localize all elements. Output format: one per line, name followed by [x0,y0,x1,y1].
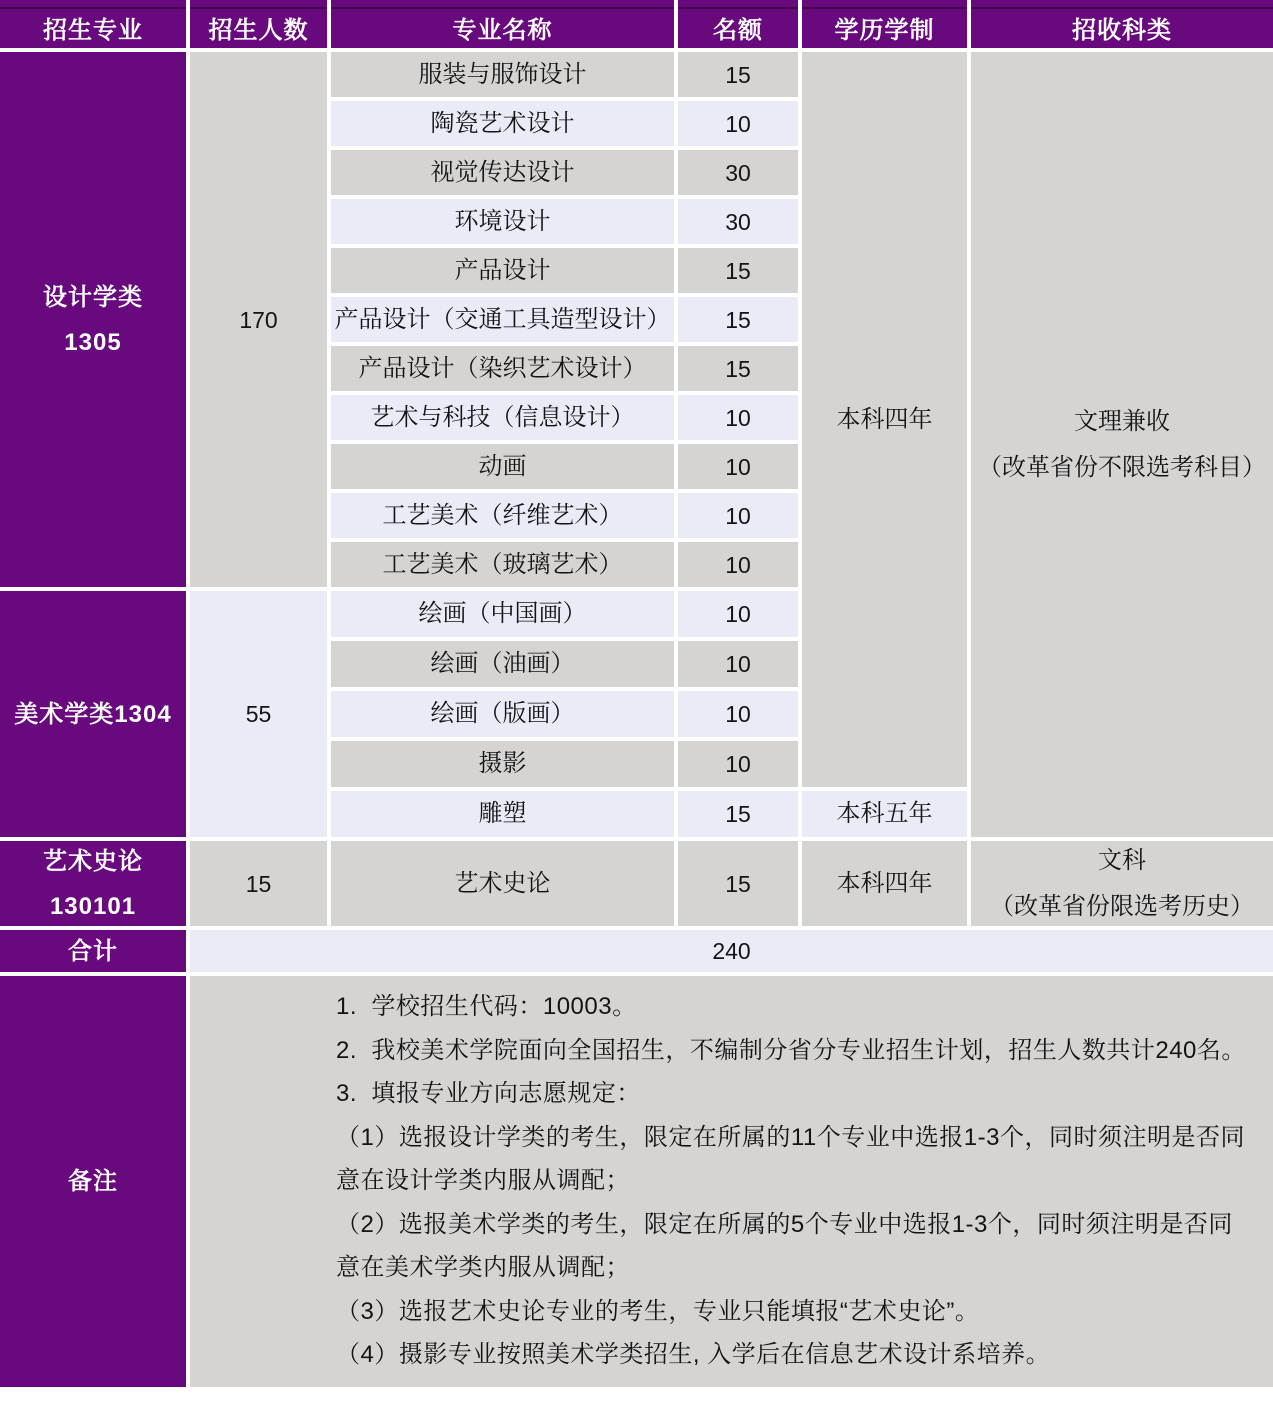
admission-count-fine-arts: 55 [190,591,327,837]
major-name-cell: 视觉传达设计 [331,150,674,195]
major-name-cell: 雕塑 [331,791,674,837]
header-label: 招收科类 [1072,16,1172,44]
major-name-cell: 绘画（中国画） [331,591,674,637]
duration-cell-art-history: 本科四年 [802,841,967,926]
quota-cell: 15 [678,248,798,293]
header-cell-subject-category [971,0,1273,48]
header-cell-degree-duration [802,0,967,48]
subject-line: （改革省份不限选考科目） [978,453,1266,481]
category-name: 艺术史论 [43,847,143,875]
subject-line: 文理兼收 [1074,407,1170,435]
header-cell-quota [678,0,798,48]
category-name: 设计学类 [43,283,143,311]
quota-cell: 15 [678,841,798,926]
major-name-cell: 陶瓷艺术设计 [331,101,674,146]
major-name-cell: 产品设计 [331,248,674,293]
notes-content [190,976,1273,1387]
major-name-cell: 产品设计（交通工具造型设计） [331,297,674,342]
major-name-cell: 艺术史论 [331,841,674,926]
major-name-cell: 服装与服饰设计 [331,52,674,97]
quota-cell: 30 [678,150,798,195]
category-name: 美术学类1304 [14,700,172,728]
major-name-cell: 绘画（版画） [331,691,674,737]
quota-cell: 10 [678,591,798,637]
header-cell-major-name [331,0,674,48]
quota-cell: 15 [678,791,798,837]
note-line-8: （3）选报艺术史论专业的考生，专业只能填报“艺术史论”。 [336,1297,980,1325]
subject-cell-combined [971,52,1273,837]
duration-cell-four-year: 本科四年 [802,52,967,787]
subject-cell-art-history [971,841,1273,926]
quota-cell: 10 [678,741,798,787]
note-line-5: 意在设计学类内服从调配； [336,1167,630,1194]
quota-cell: 10 [678,542,798,587]
header-label: 专业名称 [452,16,553,44]
quota-cell: 15 [678,346,798,391]
category-cell-fine-arts [0,591,186,837]
duration-cell-five-year: 本科五年 [802,791,967,837]
total-row-label: 合计 [0,930,186,972]
category-code: 1305 [64,328,122,356]
quota-cell: 15 [678,297,798,342]
major-name-cell: 动画 [331,444,674,489]
category-cell-design [0,52,186,587]
header-label: 招生专业 [43,16,143,44]
quota-cell: 10 [678,395,798,440]
quota-cell: 10 [678,641,798,687]
header-label: 招生人数 [208,16,309,44]
category-code: 130101 [49,892,137,920]
header-cell-admission-count [190,0,327,48]
note-line-7: 意在美术学类内服从调配； [336,1254,630,1281]
major-name-cell: 摄影 [331,741,674,787]
header-label: 名额 [713,16,763,44]
subject-line: （改革省份限选考历史） [990,892,1254,920]
admission-count-design: 170 [190,52,327,587]
note-line-2: 2. 我校美术学院面向全国招生，不编制分省分专业招生计划，招生人数共计240名。 [336,1036,1246,1064]
subject-line: 文科 [1098,846,1146,874]
major-name-cell: 绘画（油画） [331,641,674,687]
note-line-9: （4）摄影专业按照美术学类招生, 入学后在信息艺术设计系培养。 [336,1341,1051,1368]
note-line-6: （2）选报美术学类的考生，限定在所属的5个专业中选报1-3个，同时须注明是否同 [336,1210,1233,1238]
quota-cell: 30 [678,199,798,244]
total-row-value: 240 [190,930,1273,972]
quota-cell: 15 [678,52,798,97]
notes-label: 备注 [0,976,186,1387]
admission-count-art-history: 15 [190,841,327,926]
quota-cell: 10 [678,444,798,489]
note-line-1: 1. 学校招生代码：10003。 [336,993,637,1020]
quota-cell: 10 [678,493,798,538]
major-name-cell: 工艺美术（纤维艺术） [331,493,674,538]
major-name-cell: 工艺美术（玻璃艺术） [331,542,674,587]
note-line-4: （1）选报设计学类的考生，限定在所属的11个专业中选报1-3个，同时须注明是否同 [336,1123,1245,1151]
note-line-3: 3. 填报专业方向志愿规定： [336,1080,641,1107]
major-name-cell: 环境设计 [331,199,674,244]
header-cell-admission-major [0,0,186,48]
quota-cell: 10 [678,691,798,737]
major-name-cell: 产品设计（染织艺术设计） [331,346,674,391]
category-cell-art-history [0,841,186,926]
header-label: 学历学制 [834,16,935,44]
major-name-cell: 艺术与科技（信息设计） [331,395,674,440]
quota-cell: 10 [678,101,798,146]
